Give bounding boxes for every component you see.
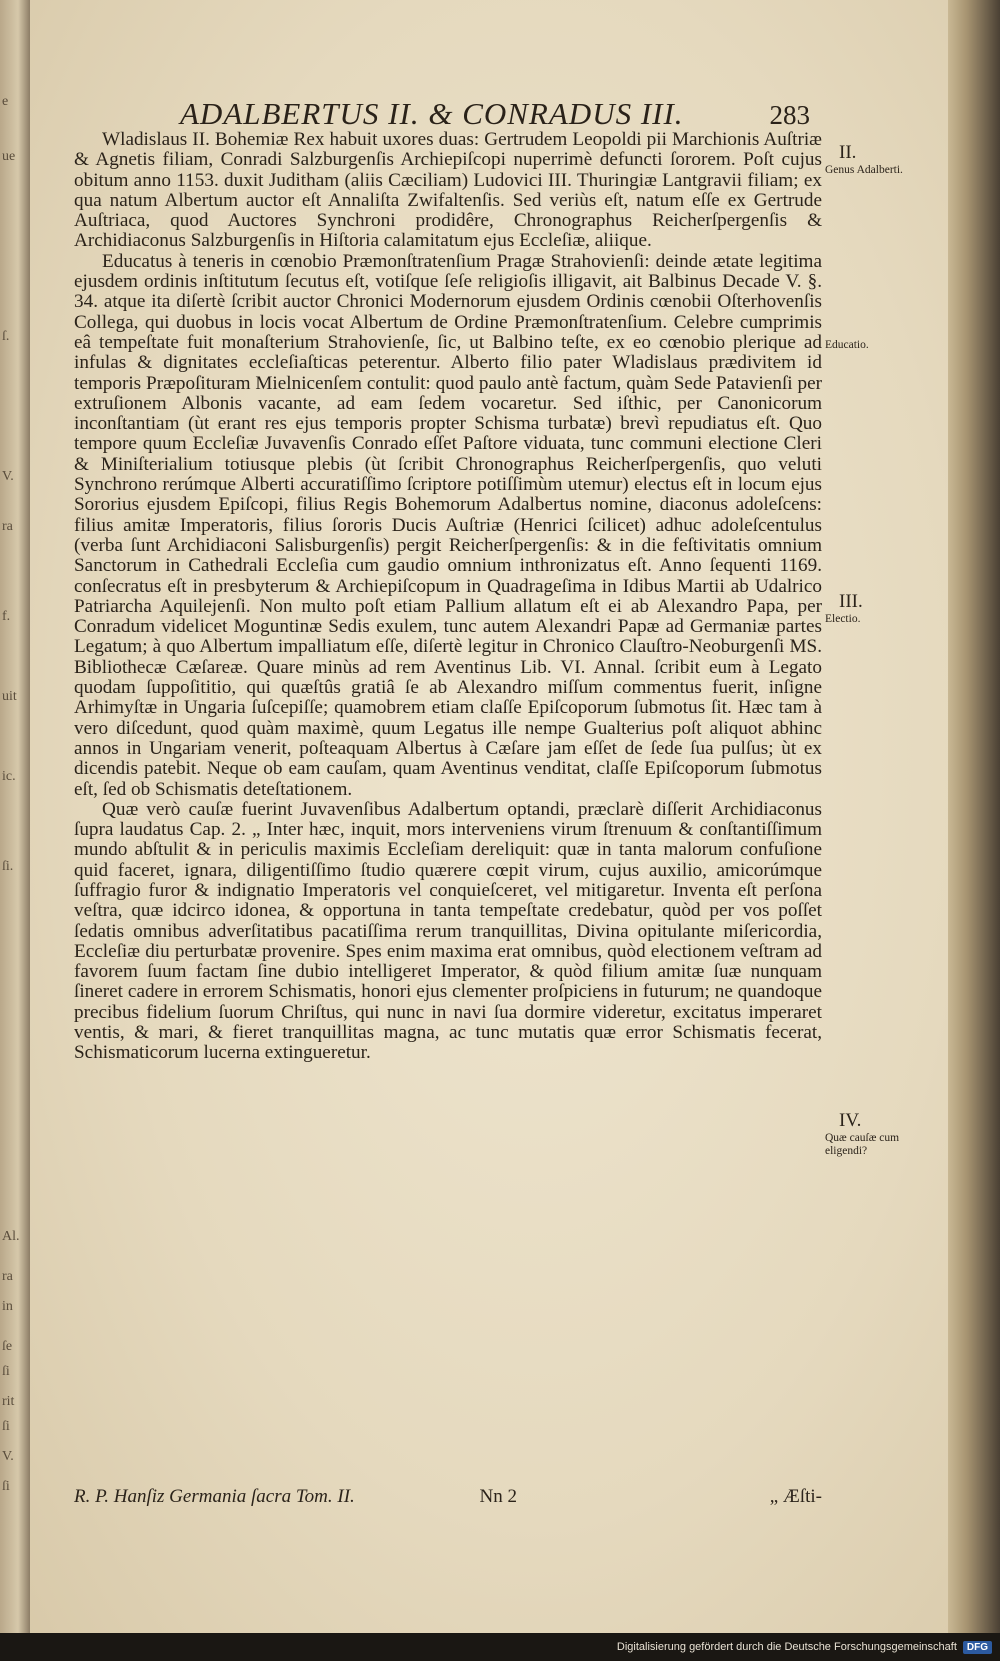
signature-note: R. P. Hanſiz Germania ſacra Tom. II.	[74, 1486, 355, 1507]
paragraph-causae: Quæ verò cauſæ fuerint Juvavenſibus Adalbertum optandi, præclarè diſſerit Archidiaconus ſupra laudatus Cap. 2. „ Inter hæc, inquit, mors interveniens virum ſtrenuum & conſtantiſſimum mundo abſtulit & in periculis maximis Eccleſiam dereliquit: quæ in tanta malorum confuſione quid faceret, ignara, diligentiſſimo ſtudio quærere cœpit virum, cujus auxilio, amicorúmque ſuffragio furor & indignatio Imperatoris vel conquieſceret, vel mitigaretur. Inventa eſt perſona veſtra, quæ idcirco idonea, & opportuna in tanta tempeſtate credebatur, quòd per vos poſſet ſedatis omnibus adverſitatibus pacatiſſima rerum tranquillitas, Divina opitulante miſericordia, Eccleſiæ diu perturbatæ provenire. Spes enim maxima erat omnibus, quòd electionem veſtram ad favorem ſuum factam ſine dubio intelligeret Imperator, & quòd filium amitæ ſuæ nunquam ſineret cadere in errorem Schismatis, honori ejus clementer proſpiciens in futurum; ne quandoque precibus fidelium ſuorum Chriſtus, qui nunc in navi ſua dormire videretur, excitatus imperaret ventis, & mari, & fieret tranquillitas magna, ac tunc mutatis quæ error Schismatis fecerat, Schismaticorum lucerna extingueretur.	[74, 798, 822, 1064]
neighbour-page-fragment: ra	[2, 1269, 13, 1284]
page-number: 283	[769, 100, 810, 130]
neighbour-page-fragment: rit	[2, 1394, 15, 1409]
margin-note-number: III.	[839, 591, 863, 612]
margin-note-causae	[825, 1110, 903, 1158]
neighbour-page-fragment: f.	[2, 609, 11, 624]
main-text	[74, 130, 822, 1064]
neighbour-page-fragment: ſi	[2, 1419, 10, 1434]
neighbour-page-fragment: ſi.	[2, 859, 14, 874]
margin-note-number: IV.	[839, 1110, 862, 1131]
margin-note-label: Genus Adalberti.	[825, 164, 903, 176]
neighbour-page-fragment: ſi	[2, 1364, 10, 1379]
margin-note-electio	[825, 591, 903, 626]
neighbour-page-fragment: V.	[2, 469, 14, 484]
catchword: „ Æſti-	[769, 1486, 822, 1507]
page-footer	[74, 1486, 822, 1508]
margin-note-label: Educatio.	[825, 339, 869, 351]
margin-note-number: II.	[839, 142, 857, 163]
neighbour-page-edge	[0, 0, 30, 1661]
funding-banner	[0, 1633, 1000, 1661]
neighbour-page-fragment: uit	[2, 689, 17, 704]
neighbour-page-fragment: ſi	[2, 1479, 10, 1494]
book-page	[30, 0, 948, 1661]
signature-mark: Nn 2	[479, 1486, 518, 1507]
margin-note-educatio	[825, 339, 903, 352]
running-title: ADALBERTUS II. & CONRADUS III.	[180, 96, 684, 131]
neighbour-page-fragment: ic.	[2, 769, 16, 784]
neighbour-page-fragment: ſe	[2, 1339, 13, 1354]
neighbour-page-fragment: Al.	[2, 1229, 20, 1244]
neighbour-page-fragment: in	[2, 1299, 13, 1314]
margin-note-label: Quæ cauſæ cum eligendi?	[825, 1132, 900, 1157]
neighbour-page-fragment: e	[2, 94, 9, 109]
margin-note-genus	[825, 142, 903, 177]
paragraph-educatio: Educatus à teneris in cœnobio Præmonſtratenſium Pragæ Strahovienſi: deinde ætate legitima ejusdem ordinis inſtitutum ſecutus eſt, votiſque ſeſe religioſis illigavit, ait Balbinus Decade V. §. 34. atque ita diſertè ſcribit auctor Chronici Modernorum ejusdem Ordinis cœnobii Oſterhovenſis Collega, qui duobus in locis vocat Albertum de Ordine Præmonſtratenſium. Celebre cumprimis eâ tempeſtate fuit monaſterium Strahovienſe, ſic, ut Balbino teſte, ex eo cœnobio plerique ad infulas & dignitates eccleſiaſticas peterentur. Alberto filio pater Wladislaus prædivitem id temporis Præpoſituram Mielnicenſem contulit: quod paulo antè factum, quàm Sede Patavienſi per extruſionem Albonis vacante, ad eam ſedem vocaretur. Sed iſthic, per Canonicorum inconſtantiam (ùt erant res ejus temporis propter Schisma turbatæ) brevì repudiatus eſt. Quo tempore quum Eccleſiæ Juvavenſis Conrado eſſet Paſtore viduata, tunc communi electione Cleri & Miniſterialium totiusque plebis (ùt ſcribit Chronographus Reicherſpergenſis, quo veluti Synchrono rerúmque Alberti accuratiſſimo ſcriptore potiſſimùm utemur) electus eſt in locum ejus Sororius ejusdem Epiſcopi, filius Regis Bohemorum Adalbertus nomine, diaconus adoleſcens: filius amitæ Imperatoris, filius ſororis Ducis Auſtriæ (Henrici ſcilicet) adhuc adoleſcentulus (verba ſunt Archidiaconi Salisburgenſis) pergit Reicherſpergenſis: & in die feſtivitatis omnium Sanctorum in Cathedrali Eccleſia cum gaudio omnium inthronizatus eſt. Anno ſequenti 1169. conſecratus eſt in presbyterum & Archiepiſcopum in Quadrageſima in Idibus Martii ab Udalrico Patriarcha Aquilejenſi. Non multo poſt etiam Pallium allatum eſt ei ab Alexandro Papa, per Conradum videlicet Moguntinæ Sedis exulem, tunc autem Alexandri Papæ ad Germaniæ partes Legatum; à quo Albertum impalliatum eſſe, diſertè legitur in Chronico Clauſtro-Neoburgenſi MS. Bibliothecæ Cæſareæ. Quare minùs ad rem Aventinus Lib. VI. Annal. ſcribit eum à Legato quodam ſuppoſititio, qui quæſtûs gratiâ ſe ab Alexandro miſſum commentus fuerit, inſigne Arhimyſtæ in Ungaria ſuſcepiſſe; quamobrem etiam claſſe Epiſcoporum ſubmotus ſit. Hæc tam à vero diſcedunt, quod quàm maximè, quum Legatus ille nempe Gualterius poſt aliquot abhinc annos in Ungariam venerit, poſteaquam Albertus à Cæſare jam eſſet de ſede ſua pulſus; ùt ex dicendis patebit. Neque ob eam cauſam, quam Aventinus venditat, claſſe Epiſcoporum ſubmotus eſt, ſed ob Schismatis deteſtationem.	[74, 250, 822, 800]
margin-note-label: Electio.	[825, 613, 861, 625]
funding-text: Digitalisierung gefördert durch die Deutsche Forschungsgemeinschaft	[616, 1641, 957, 1653]
page-gutter-edge	[948, 0, 1000, 1661]
dfg-logo: DFG	[963, 1641, 992, 1654]
neighbour-page-fragment: ue	[2, 149, 16, 164]
neighbour-page-fragment: ra	[2, 519, 13, 534]
paragraph-genus: Wladislaus II. Bohemiæ Rex habuit uxores duas: Gertrudem Leopoldi pii Marchionis Auſtriæ & Agnetis filiam, Conradi Salzburgenſis Archiepiſcopi nuperrimè defuncti ſororem. Poſt cujus obitum anno 1153. duxit Juditham (aliis Cæciliam) Ludovici III. Thuringiæ Lantgravii filiam; ex qua natum Albertum auctor eſt Annaliſta Zwifaltenſis. Sed veriùs eſt, natum eſſe ex Gertrude Auſtriaca, quod Auctores Synchroni prodidêre, Chronographus Reicherſpergenſis & Archidiaconus Salzburgenſis in Hiſtoria calamitatum ejus Eccleſiæ, aliique.	[74, 129, 822, 252]
neighbour-page-fragment: ſ.	[2, 329, 10, 344]
neighbour-page-fragment: V.	[2, 1449, 14, 1464]
